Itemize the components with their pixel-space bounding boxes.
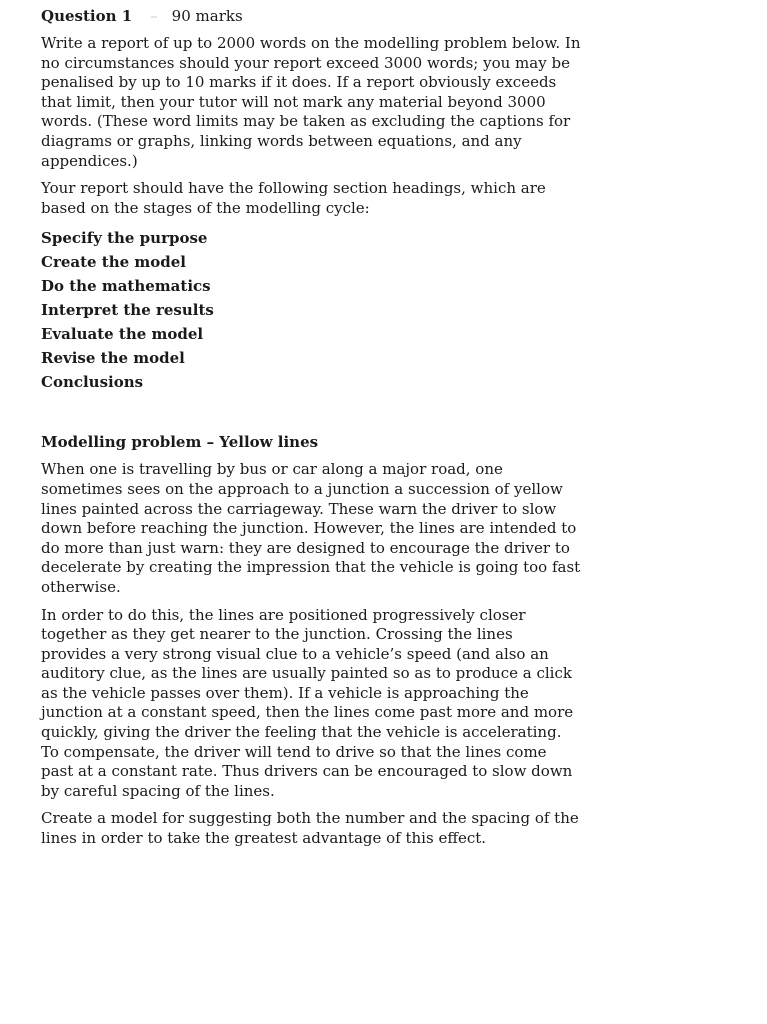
- section-headings-list: [41, 226, 581, 394]
- intro-paragraph-2: Your report should have the following section headings, which are based on the stages of the modelling cycle:: [41, 179, 546, 217]
- question-dash: –: [150, 7, 158, 25]
- question-header: [41, 6, 581, 26]
- section-heading-interpret-results: Interpret the results: [41, 301, 214, 320]
- document-page: [41, 6, 581, 857]
- section-heading-evaluate-model: Evaluate the model: [41, 325, 204, 344]
- section-heading-create-model: Create the model: [41, 253, 187, 272]
- question-title: Question 1: [41, 7, 133, 25]
- section-heading-do-mathematics: Do the mathematics: [41, 277, 211, 296]
- problem-paragraph-2: In order to do this, the lines are positioned progressively closer together as they get nearer to the junction. Crossing the lines provides a very strong visual clue to a vehicle’s speed (and also an auditory clue, as the lines are usually painted so as to produce a click as the vehicle passes over them). If a vehicle is approaching the junction at a constant speed, then the lines come past more and more quickly, giving the driver the feeling that the vehicle is accelerating. To compensate, the driver will tend to drive so that the lines come past at a constant rate. Thus drivers can be encouraged to slow down by careful spacing of the lines.: [41, 605, 574, 800]
- intro-paragraph-1: Write a report of up to 2000 words on the modelling problem below. In no circumstances should your report exceed 3000 words; you may be penalised by up to 10 marks if it does. If a report obviously exceeds that limit, then your tutor will not mark any material beyond 3000 words. (These word limits may be taken as excluding the captions for diagrams or graphs, linking words between equations, and any appendices.): [41, 34, 581, 170]
- problem-paragraph-1: When one is travelling by bus or car along a major road, one sometimes sees on the approach to a junction a succession of yellow lines painted across the carriageway. These warn the driver to slow down before reaching the junction. However, the lines are intended to do more than just warn: they are designed to encourage the driver to decelerate by creating the impression that the vehicle is going too fast otherwise.: [41, 460, 581, 596]
- problem-paragraph-3: Create a model for suggesting both the number and the spacing of the lines in order to take the greatest advantage of this effect.: [41, 809, 579, 848]
- question-marks: 90 marks: [171, 7, 243, 25]
- section-heading-revise-model: Revise the model: [41, 349, 185, 368]
- problem-title: Modelling problem – Yellow lines: [41, 433, 319, 452]
- section-heading-specify-purpose: Specify the purpose: [41, 229, 208, 248]
- section-heading-conclusions: Conclusions: [41, 373, 144, 392]
